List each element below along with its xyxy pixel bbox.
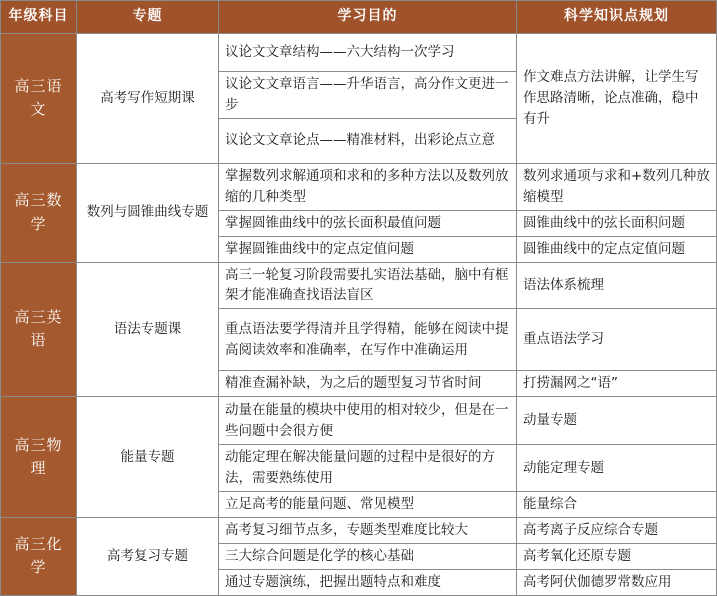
header-learning-goal: 学习目的 [219,1,517,34]
header-grade-subject: 年级科目 [1,1,77,34]
knowledge-point-cell: 高考氧化还原专题 [517,543,717,569]
knowledge-point-cell: 圆锥曲线中的弦长面积问题 [517,210,717,236]
goal-cell: 高考复习细节点多，专题类型难度比较大 [219,518,517,544]
table-row [1,518,717,544]
knowledge-point-cell: 数列求通项与求和+数列几种放缩模型 [517,163,717,210]
goal-cell: 动量在能量的模块中使用的相对较少，但是在一些问题中会很方便 [219,397,517,445]
header-topic: 专题 [77,1,219,34]
subject-cell: 高三数学 [1,163,77,262]
table-row [1,163,717,210]
topic-cell: 能量专题 [77,397,219,518]
knowledge-point-cell: 动能定理专题 [517,445,717,492]
knowledge-point-cell: 语法体系梳理 [517,262,717,309]
table-row [1,262,717,309]
subject-cell: 高三语文 [1,34,77,164]
goal-cell: 掌握圆锥曲线中的定点定值问题 [219,236,517,262]
knowledge-point-cell: 高考离子反应综合专题 [517,518,717,544]
goal-cell: 掌握数列求解通项和求和的多种方法以及数列放缩的几种类型 [219,163,517,210]
knowledge-point-cell: 动量专题 [517,397,717,445]
subject-cell: 高三化学 [1,518,77,596]
goal-cell: 高三一轮复习阶段需要扎实语法基础，脑中有框架才能准确查找语法盲区 [219,262,517,309]
goal-cell: 议论文文章论点——精准材料，出彩论点立意 [219,118,517,163]
topic-cell: 语法专题课 [77,262,219,397]
table-row [1,397,717,445]
goal-cell: 通过专题演练，把握出题特点和难度 [219,569,517,595]
goal-cell: 三大综合问题是化学的核心基础 [219,543,517,569]
goal-cell: 议论文文章语言——升华语言，高分作文更进一步 [219,72,517,119]
goal-cell: 动能定理在解决能量问题的过程中是很好的方法，需要熟练使用 [219,445,517,492]
knowledge-point-cell: 重点语法学习 [517,309,717,371]
goal-cell: 立足高考的能量问题、常见模型 [219,492,517,518]
goal-cell: 重点语法要学得清并且学得精，能够在阅读中提高阅读效率和准确率，在写作中准确运用 [219,309,517,371]
header-row [1,1,717,34]
subject-cell: 高三英语 [1,262,77,397]
knowledge-point-cell: 圆锥曲线中的定点定值问题 [517,236,717,262]
goal-cell: 掌握圆锥曲线中的弦长面积最值问题 [219,210,517,236]
topic-cell: 高考复习专题 [77,518,219,596]
goal-cell: 议论文文章结构——六大结构一次学习 [219,34,517,72]
subject-cell: 高三物理 [1,397,77,518]
topic-cell: 数列与圆锥曲线专题 [77,163,219,262]
knowledge-point-cell: 能量综合 [517,492,717,518]
goal-cell: 精准查漏补缺，为之后的题型复习节省时间 [219,371,517,397]
knowledge-point-cell: 作文难点方法讲解，让学生写作思路清晰，论点准确，稳中有升 [517,34,717,164]
topic-cell: 高考写作短期课 [77,34,219,164]
knowledge-point-cell: 打捞漏网之“语” [517,371,717,397]
knowledge-point-cell: 高考阿伏伽德罗常数应用 [517,569,717,595]
header-knowledge-plan: 科学知识点规划 [517,1,717,34]
table-row [1,34,717,72]
